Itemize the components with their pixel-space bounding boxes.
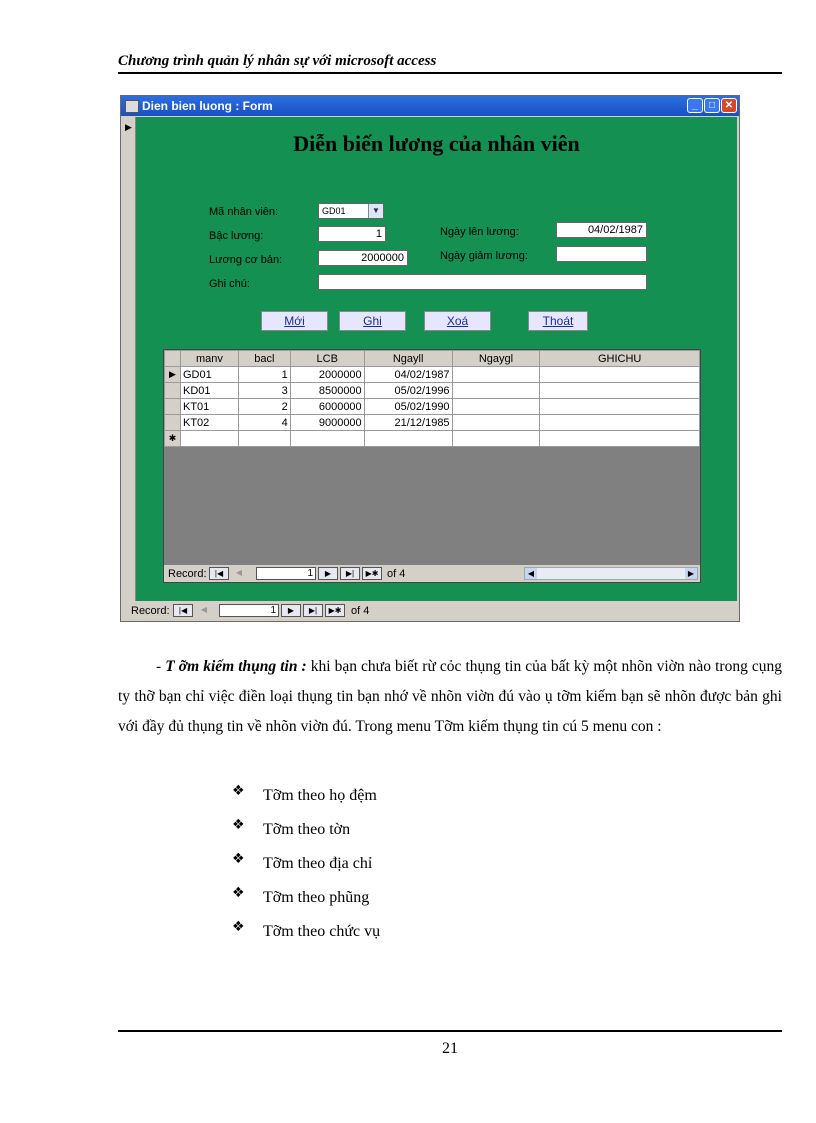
last-record-icon[interactable]: ▶| — [340, 567, 360, 580]
form-body — [136, 117, 737, 601]
cell-ngayll[interactable]: 21/12/1985 — [364, 415, 452, 431]
list-item-text: Tỡm theo tờn — [263, 821, 351, 838]
cell-ngaygl[interactable] — [452, 399, 540, 415]
label-bacluong: Bậc lương: — [209, 230, 264, 242]
diamond-bullet-icon: ❖ — [232, 919, 245, 935]
access-form-window — [120, 95, 740, 622]
cell-ngayll[interactable]: 05/02/1990 — [364, 399, 452, 415]
chevron-down-icon[interactable]: ▼ — [368, 204, 383, 218]
diamond-bullet-icon: ❖ — [232, 817, 245, 833]
cell-ngayll[interactable]: 05/02/1996 — [364, 383, 452, 399]
subform-record-navigator — [164, 565, 700, 582]
diamond-bullet-icon: ❖ — [232, 851, 245, 867]
cell-empty[interactable] — [238, 431, 290, 447]
luongcb-input[interactable]: 2000000 — [318, 250, 408, 266]
first-record-icon[interactable]: |◀ — [173, 604, 193, 617]
cell-ghichu[interactable] — [540, 399, 700, 415]
cell-lcb[interactable]: 2000000 — [290, 367, 364, 383]
first-record-icon[interactable]: |◀ — [209, 567, 229, 580]
col-header-lcb[interactable]: LCB — [290, 351, 364, 367]
row-selector[interactable] — [165, 415, 181, 431]
maximize-icon[interactable]: □ — [704, 98, 720, 113]
exit-button[interactable]: Thoát — [528, 311, 588, 331]
form-title: Diễn biến lương của nhân viên — [293, 131, 580, 156]
new-record-nav-icon[interactable]: ▶✱ — [325, 604, 345, 617]
record-pointer-icon: ▶ — [125, 122, 132, 132]
cell-manv[interactable]: GD01 — [180, 367, 238, 383]
current-row-icon[interactable]: ▶ — [165, 367, 181, 383]
paragraph-text: khi bạn chưa biết rừ cỏc thụng tin của bất kỳ một nhõn viờn nào trong cụng ty thỡ bạn chỉ việc điền loại thụng tin bạn nhớ về nhõn viờn đú vào ụ tỡm kiếm bạn sẽ nhõn được bản ghi với đầy đủ thụng tin về nhõn viờn đú. Trong menu Tỡm kiếm thụng tin cú 5 menu con : — [118, 658, 783, 735]
label-ngaygiam: Ngày giảm lương: — [440, 250, 528, 262]
cell-ghichu[interactable] — [540, 415, 700, 431]
col-header-ngayll[interactable]: Ngayll — [364, 351, 452, 367]
subform-record-number[interactable]: 1 — [256, 567, 316, 580]
delete-button[interactable]: Xoá — [424, 311, 491, 331]
cell-empty[interactable] — [540, 431, 700, 447]
cell-ghichu[interactable] — [540, 383, 700, 399]
scroll-right-icon[interactable]: ▶ — [685, 568, 697, 579]
manv-combobox[interactable] — [318, 203, 384, 219]
row-selector[interactable] — [165, 399, 181, 415]
new-button[interactable]: Mới — [261, 311, 328, 331]
table-row[interactable] — [165, 399, 700, 415]
col-header-bacl[interactable]: bacl — [238, 351, 290, 367]
body-paragraph — [118, 652, 782, 742]
save-button[interactable]: Ghi — [339, 311, 406, 331]
cell-empty[interactable] — [290, 431, 364, 447]
dash: - — [156, 658, 162, 675]
col-header-ngaygl[interactable]: Ngaygl — [452, 351, 540, 367]
new-record-nav-icon[interactable]: ▶✱ — [362, 567, 382, 580]
grid-header-row — [165, 351, 700, 367]
prev-record-icon[interactable]: ◀ — [235, 568, 243, 577]
bacluong-input[interactable]: 1 — [318, 226, 386, 242]
table-row[interactable] — [165, 415, 700, 431]
list-item-text: Tỡm theo địa chỉ — [263, 855, 373, 872]
cell-lcb[interactable]: 8500000 — [290, 383, 364, 399]
footer-rule — [118, 1030, 782, 1032]
table-row[interactable] — [165, 367, 700, 383]
new-record-row[interactable] — [165, 431, 700, 447]
diamond-bullet-icon: ❖ — [232, 885, 245, 901]
cell-empty[interactable] — [452, 431, 540, 447]
header-rule — [118, 72, 782, 74]
label-ngaylen: Ngày lên lương: — [440, 226, 519, 238]
cell-bacl[interactable]: 4 — [238, 415, 290, 431]
label-luongcb: Lương cơ bản: — [209, 254, 283, 266]
cell-empty[interactable] — [180, 431, 238, 447]
ngaylen-input[interactable]: 04/02/1987 — [556, 222, 647, 238]
cell-ngaygl[interactable] — [452, 415, 540, 431]
window-titlebar — [121, 96, 739, 116]
list-item-text: Tỡm theo phũng — [263, 889, 370, 906]
page-number: 21 — [442, 1040, 458, 1057]
salary-history-subform — [163, 349, 701, 583]
subform-record-total: of 4 — [387, 568, 406, 580]
ghichu-input[interactable] — [318, 274, 647, 290]
list-item-text: Tỡm theo họ đệm — [263, 787, 377, 804]
table-row[interactable] — [165, 383, 700, 399]
cell-lcb[interactable]: 9000000 — [290, 415, 364, 431]
cell-ghichu[interactable] — [540, 367, 700, 383]
col-header-manv[interactable]: manv — [180, 351, 238, 367]
form-icon — [125, 100, 139, 113]
cell-bacl[interactable]: 1 — [238, 367, 290, 383]
ngaygiam-input[interactable] — [556, 246, 647, 262]
label-manv: Mã nhân viên: — [209, 206, 279, 218]
cell-ngaygl[interactable] — [452, 367, 540, 383]
cell-manv[interactable]: KT02 — [180, 415, 238, 431]
cell-manv[interactable]: KD01 — [180, 383, 238, 399]
cell-empty[interactable] — [364, 431, 452, 447]
label-ghichu: Ghi chú: — [209, 278, 250, 290]
cell-bacl[interactable]: 2 — [238, 399, 290, 415]
grid-corner — [165, 351, 181, 367]
cell-lcb[interactable]: 6000000 — [290, 399, 364, 415]
new-record-icon[interactable]: ✱ — [165, 431, 181, 447]
col-header-ghichu[interactable]: GHICHU — [540, 351, 700, 367]
row-selector[interactable] — [165, 383, 181, 399]
list-item-text: Tỡm theo chức vụ — [263, 923, 381, 940]
form-record-number[interactable]: 1 — [219, 604, 279, 617]
subform-record-label: Record: — [168, 568, 207, 580]
form-record-label: Record: — [131, 605, 170, 617]
prev-record-icon[interactable]: ◀ — [200, 605, 208, 614]
close-icon[interactable]: ✕ — [721, 98, 737, 113]
diamond-bullet-icon: ❖ — [232, 783, 245, 799]
form-record-navigator — [121, 601, 739, 621]
last-record-icon[interactable]: ▶| — [303, 604, 323, 617]
scroll-left-icon[interactable]: ◀ — [525, 568, 537, 579]
minimize-icon[interactable]: _ — [687, 98, 703, 113]
cell-manv[interactable]: KT01 — [180, 399, 238, 415]
cell-ngaygl[interactable] — [452, 383, 540, 399]
section-heading: T ỡm kiếm thụng tin : — [165, 658, 307, 675]
form-record-total: of 4 — [351, 605, 370, 617]
document-header: Chương trình quản lý nhân sự với microsoft access — [118, 53, 437, 69]
record-selector[interactable] — [123, 117, 136, 601]
horizontal-scrollbar[interactable] — [524, 567, 698, 580]
cell-bacl[interactable]: 3 — [238, 383, 290, 399]
next-record-icon[interactable]: ▶ — [318, 567, 338, 580]
manv-value: GD01 — [322, 206, 346, 216]
next-record-icon[interactable]: ▶ — [281, 604, 301, 617]
cell-ngayll[interactable]: 04/02/1987 — [364, 367, 452, 383]
window-title: Dien bien luong : Form — [142, 99, 273, 113]
salary-grid — [164, 350, 700, 447]
